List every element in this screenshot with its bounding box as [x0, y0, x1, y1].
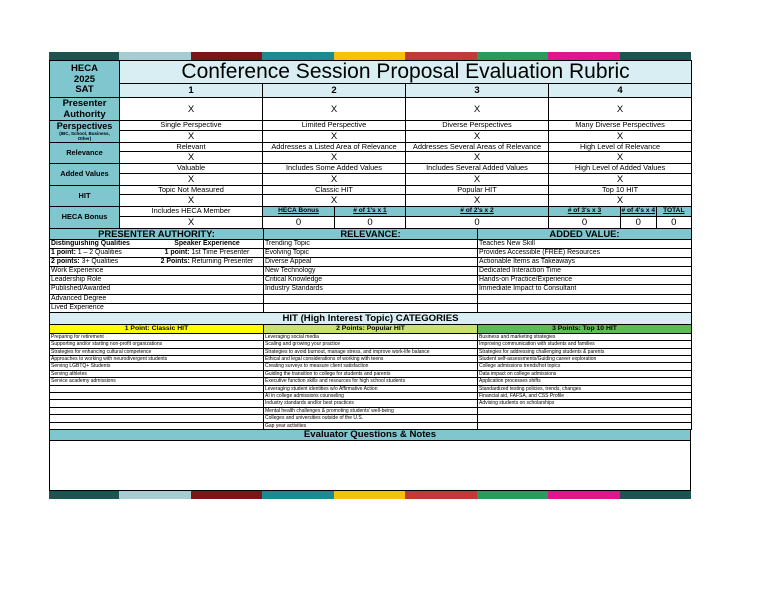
hit-top10-item: College admissions trends/hot topics	[478, 363, 692, 370]
score-fours-total	[621, 216, 692, 228]
section-authority-title: PRESENTER AUTHORITY:	[50, 228, 264, 239]
stripe-segment	[334, 52, 405, 60]
relevance-item: Diverse Appeal	[264, 258, 477, 267]
hit-top10-item: Strategies for addressing challenging students & parents	[478, 348, 692, 355]
desc-added-3: Includes Several Added Values	[406, 164, 549, 174]
page-title: Conference Session Proposal Evaluation Rubric	[120, 61, 692, 84]
relevance-guide	[264, 239, 478, 312]
hit-popular-item: Industry standards and/or best practices	[264, 400, 478, 407]
experience-one-label: 1 point:	[164, 249, 190, 257]
section-added-value-title: ADDED VALUE:	[478, 228, 692, 239]
perspectives-label: Perspectives	[56, 121, 113, 132]
mark-added-3[interactable]: X	[406, 173, 549, 185]
mark-perspectives-3[interactable]: X	[406, 130, 549, 142]
hit-classic-item: Supporting and/or starting non-profit organizations	[50, 341, 264, 348]
stripe-segment	[620, 491, 691, 499]
desc-perspectives-2: Limited Perspective	[263, 121, 406, 131]
notes-area[interactable]	[50, 441, 691, 491]
experience-two-label: 2 Points:	[160, 258, 190, 266]
score-head-heca-bonus: HECA Bonus	[263, 207, 335, 217]
desc-added-4: High Level of Added Values	[549, 164, 692, 174]
mark-perspectives-4[interactable]: X	[549, 130, 692, 142]
added-value-item	[478, 295, 691, 304]
qualities-two-label: 2 points:	[51, 258, 80, 266]
stripe-segment	[191, 491, 262, 499]
mark-added-4[interactable]: X	[549, 173, 692, 185]
relevance-item: Industry Standards	[264, 285, 477, 294]
top-color-stripe	[49, 52, 691, 60]
qualities-two-text: 3+ Qualities	[79, 258, 119, 266]
mark-relevance-4[interactable]: X	[549, 152, 692, 164]
authority-guide	[50, 239, 264, 312]
hit-classic-item	[50, 385, 264, 392]
hit-classic-item: Serving LGBTQ+ Students	[50, 363, 264, 370]
desc-relevance-1: Relevant	[120, 142, 263, 152]
mark-relevance-1[interactable]: X	[120, 152, 263, 164]
stripe-segment	[548, 491, 620, 499]
score-col-3: 3	[406, 84, 549, 98]
hit-popular-item: Mental health challenges & promoting students' well-being	[264, 407, 478, 414]
relevance-item	[264, 304, 477, 312]
score-col-1: 1	[120, 84, 263, 98]
relevance-item: Trending Topic	[264, 240, 477, 249]
added-value-item	[478, 304, 691, 312]
hit-top10-item: Student self-assessments/Guiding career exploration	[478, 355, 692, 362]
authority-quality-item: Published/Awarded	[50, 285, 263, 294]
hit-popular-item: Leveraging student identities w/o Affirmative Action	[264, 385, 478, 392]
hit-head-top10: 3 Points: Top 10 HIT	[478, 324, 692, 333]
score-heca-bonus: 0	[263, 216, 335, 228]
hit-classic-item: Approaches to working with neurodivergent students	[50, 355, 264, 362]
stripe-segment	[405, 491, 477, 499]
qualities-one	[50, 249, 151, 257]
stripe-segment	[49, 52, 119, 60]
hit-popular-item: Creating surveys to measure client satisfaction	[264, 363, 478, 370]
hit-top10-item: Financial aid, FAFSA, and CSS Profile	[478, 392, 692, 399]
stripe-segment	[262, 491, 334, 499]
hit-categories-table	[49, 312, 692, 430]
criterion-heca-bonus: HECA Bonus	[50, 207, 120, 229]
relevance-item: Evolving Topic	[264, 249, 477, 258]
stripe-segment	[119, 491, 191, 499]
experience-head: Speaker Experience	[174, 239, 240, 247]
relevance-item: Critical Knowledge	[264, 276, 477, 285]
hit-head-classic: 1 Point: Classic HIT	[50, 324, 264, 333]
desc-hit-1: Topic Not Measured	[120, 185, 263, 195]
mark-authority-1[interactable]: X	[120, 98, 263, 121]
desc-hit-4: Top 10 HIT	[549, 185, 692, 195]
score-threes: 0	[549, 216, 621, 228]
desc-added-1: Valuable	[120, 164, 263, 174]
stripe-segment	[477, 491, 548, 499]
added-value-list	[478, 240, 691, 312]
score-col-2: 2	[263, 84, 406, 98]
desc-relevance-2: Addresses a Listed Area of Relevance	[263, 142, 406, 152]
hit-top10-item: Application processes shifts	[478, 378, 692, 385]
added-value-item: Hands-on Practice/Experience	[478, 276, 691, 285]
stripe-segment	[262, 52, 334, 60]
hit-top10-item: Improving communication with students and families	[478, 341, 692, 348]
hit-classic-item	[50, 415, 264, 422]
score-head-total: TOTAL	[663, 207, 685, 215]
mark-hit-2[interactable]: X	[263, 195, 406, 207]
hit-classic-item: Preparing for retirement	[50, 333, 264, 340]
hit-top10-item: Business and marketing strategies	[478, 333, 692, 340]
authority-quality-item: Advanced Degree	[50, 295, 263, 304]
relevance-item: New Technology	[264, 267, 477, 276]
mark-perspectives-2[interactable]: X	[263, 130, 406, 142]
authority-quality-item: Leadership Role	[50, 276, 263, 285]
stripe-segment	[548, 52, 620, 60]
stripe-segment	[191, 52, 262, 60]
qualities-one-label: 1 point:	[51, 249, 76, 257]
score-col-4: 4	[549, 84, 692, 98]
desc-hit-2: Classic HIT	[263, 185, 406, 195]
mark-heca-bonus[interactable]: X	[120, 216, 263, 228]
authority-quality-item: Lived Experience	[51, 303, 104, 311]
heca-label-line-2: 2025	[73, 73, 96, 85]
stripe-segment	[334, 491, 405, 499]
section-relevance-title: RELEVANCE:	[264, 228, 478, 239]
experience-two-text: Returning Presenter	[189, 258, 254, 266]
hit-popular-item: Scaling and growing your practice	[264, 341, 478, 348]
perspectives-note: (IBC, School, Business, Other)	[59, 131, 110, 142]
desc-perspectives-3: Diverse Perspectives	[406, 121, 549, 131]
bottom-color-stripe	[49, 491, 691, 499]
score-head-twos: # of 2's x 2	[406, 207, 549, 217]
desc-perspectives-1: Single Perspective	[120, 121, 263, 131]
hit-top10-item	[478, 407, 692, 414]
mark-added-2[interactable]: X	[263, 173, 406, 185]
experience-one-text: 1st Time Presenter	[189, 249, 250, 257]
hit-popular-item: Leveraging social media	[264, 333, 478, 340]
score-head-ones: # of 1's x 1	[335, 207, 406, 217]
hit-popular-item: Ethical and legal considerations of working with teens	[264, 355, 478, 362]
desc-hit-3: Popular HIT	[406, 185, 549, 195]
qualities-one-text: 1 – 2 Qualities	[75, 249, 122, 257]
score-total: 0	[671, 216, 677, 228]
hit-categories-title: HIT (High Interest Topic) CATEGORIES	[50, 312, 692, 324]
criterion-perspectives	[50, 121, 120, 143]
hit-popular-item: Executive function skills and resources for high school students	[264, 378, 478, 385]
desc-heca-bonus: Includes HECA Member	[120, 207, 263, 217]
score-fours: 0	[621, 217, 657, 228]
hit-top10-item: Standardized testing policies, trends, changes	[478, 385, 692, 392]
heca-label-line-1: HECA	[71, 63, 98, 75]
hit-top10-item: Data impact on college admissions	[478, 370, 692, 377]
stripe-segment	[620, 52, 691, 60]
experience-two	[151, 258, 263, 266]
hit-popular-item: Strategies to avoid burnout, manage stress, and improve work-life balance	[264, 348, 478, 355]
hit-classic-item	[50, 407, 264, 414]
heca-label-line-3: SAT	[75, 84, 94, 96]
notes-table	[49, 429, 691, 491]
added-value-item: Immediate Impact to Consultant	[478, 285, 691, 294]
hit-popular-item: Colleges and universities outside of the U.S.	[264, 415, 478, 422]
notes-title: Evaluator Questions & Notes	[50, 430, 691, 441]
score-twos: 0	[406, 216, 549, 228]
mark-authority-3[interactable]: X	[406, 98, 549, 121]
stripe-segment	[405, 52, 477, 60]
score-head-fours-label: # of 4's x 4	[621, 207, 655, 215]
hit-classic-item: Serving athletes	[50, 370, 264, 377]
added-value-item: Actionable Items as Takeaways	[478, 258, 691, 267]
mark-added-1[interactable]: X	[120, 173, 263, 185]
score-head-fours	[621, 207, 692, 217]
criterion-presenter-authority: Presenter Authority	[50, 98, 120, 121]
criterion-relevance: Relevance	[50, 142, 120, 164]
stripe-segment	[477, 52, 548, 60]
mark-relevance-2[interactable]: X	[263, 152, 406, 164]
authority-quality-item: Work Experience	[50, 267, 263, 276]
hit-popular-item: AI in college admissions counseling	[264, 392, 478, 399]
desc-added-2: Includes Some Added Values	[263, 164, 406, 174]
desc-perspectives-4: Many Diverse Perspectives	[549, 121, 692, 131]
added-value-item: Provides Accessible (FREE) Resources	[478, 249, 691, 258]
experience-one	[151, 249, 263, 257]
added-value-guide	[478, 239, 692, 312]
mark-hit-1[interactable]: X	[120, 195, 263, 207]
score-head-threes: # of 3's x 3	[549, 207, 621, 217]
qualities-two	[50, 258, 151, 266]
mark-hit-3[interactable]: X	[406, 195, 549, 207]
heca-label	[50, 61, 120, 98]
hit-top10-item	[478, 415, 692, 422]
hit-popular-item: Gap year activities	[264, 422, 478, 429]
score-ones: 0	[335, 216, 406, 228]
authority-list	[50, 267, 263, 311]
hit-head-popular: 2 Points: Popular HIT	[264, 324, 478, 333]
relevance-item	[264, 295, 477, 304]
rubric-table	[49, 60, 692, 229]
qualities-head: Distinguishing Qualities	[51, 239, 130, 247]
added-value-item: Teaches New Skill	[478, 240, 691, 249]
mark-relevance-3[interactable]: X	[406, 152, 549, 164]
criterion-added-values: Added Values	[50, 164, 120, 186]
relevance-list	[264, 240, 477, 312]
mark-authority-2[interactable]: X	[263, 98, 406, 121]
hit-classic-item: Strategies for enhancing cultural competence	[50, 348, 264, 355]
stripe-segment	[49, 491, 119, 499]
hit-classic-item	[50, 392, 264, 399]
hit-classic-item	[50, 400, 264, 407]
stripe-segment	[119, 52, 191, 60]
added-value-item: Dedicated Interaction Time	[478, 267, 691, 276]
mark-perspectives-1[interactable]: X	[120, 130, 263, 142]
criterion-hit: HIT	[50, 185, 120, 207]
desc-relevance-4: High Level of Relevance	[549, 142, 692, 152]
hit-top10-item: Advising students on scholarships	[478, 400, 692, 407]
criteria-guide-table	[49, 228, 692, 313]
mark-authority-4[interactable]: X	[549, 98, 692, 121]
hit-classic-item: Service academy admissions	[50, 378, 264, 385]
desc-relevance-3: Addresses Several Areas of Relevance	[406, 142, 549, 152]
rubric-sheet	[49, 52, 691, 499]
hit-popular-item: Guiding the transition to college for students and parents	[264, 370, 478, 377]
mark-hit-4[interactable]: X	[549, 195, 692, 207]
